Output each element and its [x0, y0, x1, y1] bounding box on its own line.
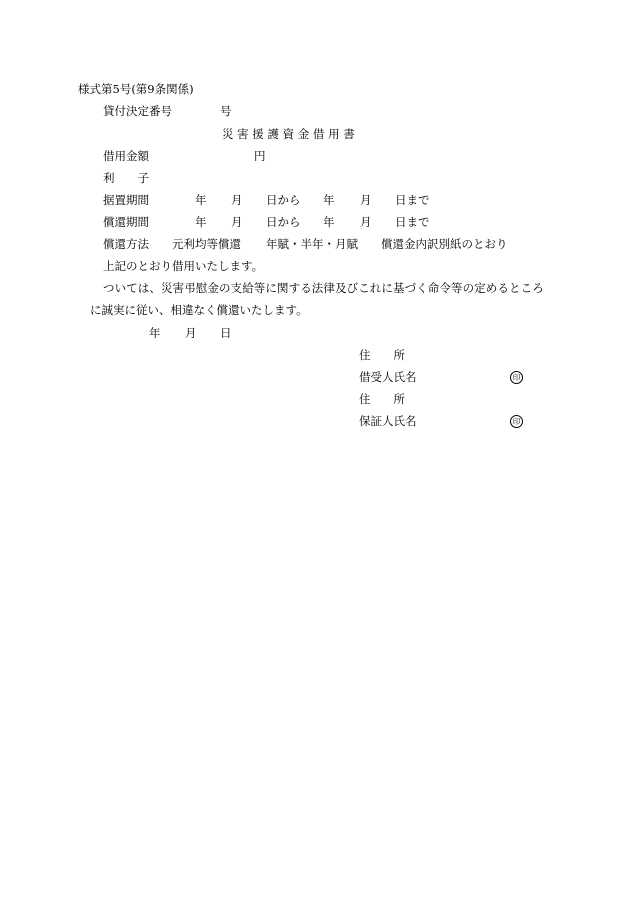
grace-period-from-month: 月	[231, 193, 243, 207]
grace-period-label: 据置期間	[103, 193, 149, 207]
guarantor-name-label: 保証人氏名	[359, 414, 417, 428]
loan-amount-unit: 円	[254, 149, 266, 163]
repayment-period-from-day: 日から	[266, 215, 301, 229]
borrower-address-label: 住 所	[359, 348, 405, 362]
date-year: 年	[149, 326, 161, 340]
borrower-name-label: 借受人氏名	[359, 370, 417, 384]
statement-line-1: 上記のとおり借用いたします。	[103, 259, 264, 273]
date-month: 月	[185, 326, 197, 340]
document-title: 災 害 援 護 資 金 借 用 書	[222, 127, 355, 141]
form-label: 様式第5号(第9条関係)	[78, 82, 194, 96]
repayment-period-from-year: 年	[195, 215, 207, 229]
repayment-period-label: 償還期間	[103, 215, 149, 229]
date-day: 日	[220, 326, 232, 340]
loan-amount-label: 借用金額	[103, 149, 149, 163]
repayment-method-label: 償還方法	[103, 237, 149, 251]
repayment-period-to-year: 年	[323, 215, 335, 229]
repayment-period-from-month: 月	[231, 215, 243, 229]
grace-period-to-year: 年	[323, 193, 335, 207]
borrower-seal-mark: 印	[510, 371, 523, 384]
repayment-period-to-day: 日まで	[395, 215, 430, 229]
interest-label: 利 子	[103, 171, 149, 185]
loan-decision-number-suffix: 号	[220, 104, 232, 118]
grace-period-to-month: 月	[360, 193, 372, 207]
guarantor-address-label: 住 所	[359, 392, 405, 406]
loan-decision-number-label: 貸付決定番号	[103, 104, 172, 118]
repayment-period-to-month: 月	[360, 215, 372, 229]
repayment-breakdown: 償還金内訳別紙のとおり	[381, 237, 508, 251]
guarantor-seal-mark: 印	[510, 415, 523, 428]
grace-period-from-day: 日から	[266, 193, 301, 207]
repayment-method-type: 元利均等償還	[172, 237, 241, 251]
grace-period-from-year: 年	[195, 193, 207, 207]
repayment-frequency: 年賦・半年・月賦	[266, 237, 358, 251]
statement-line-2: ついては、災害弔慰金の支給等に関する法律及びこれに基づく命令等の定めるところ	[103, 281, 544, 295]
statement-line-3: に誠実に従い、相違なく償還いたします。	[90, 303, 308, 317]
grace-period-to-day: 日まで	[395, 193, 430, 207]
